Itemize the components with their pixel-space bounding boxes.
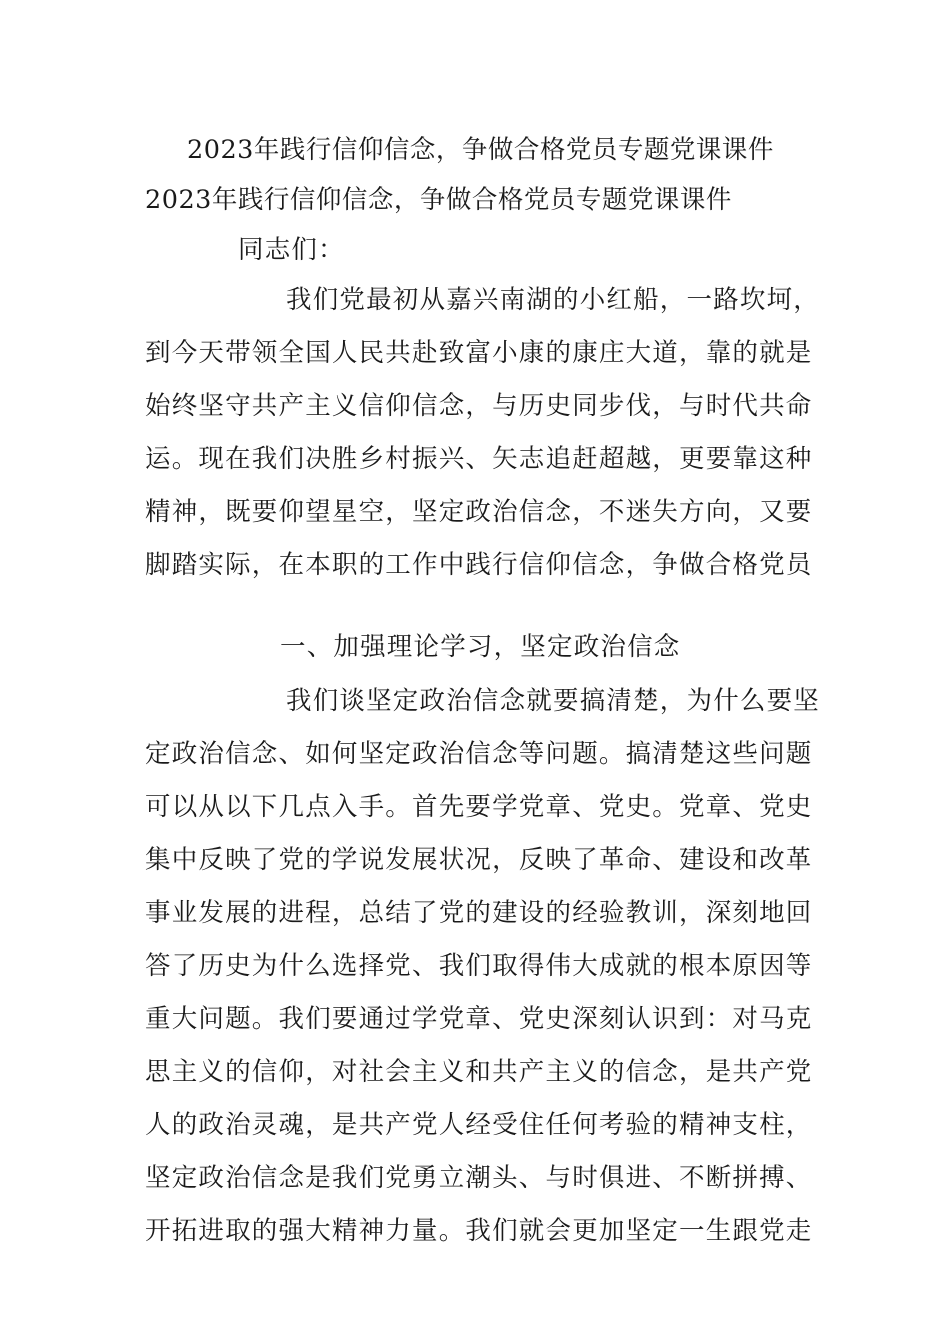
intro-line: 脚踏实际，在本职的工作中践行信仰信念，争做合格党员 xyxy=(145,550,813,580)
section-heading: 一、加强理论学习，坚定政治信念 xyxy=(280,632,681,662)
section-line: 思主义的信仰，对社会主义和共产主义的信念，是共产党 xyxy=(145,1057,813,1087)
intro-line: 精神，既要仰望星空，坚定政治信念，不迷失方向，又要 xyxy=(145,497,813,527)
section-line: 定政治信念、如何坚定政治信念等问题。搞清楚这些问题 xyxy=(145,739,813,769)
intro-line: 运。现在我们决胜乡村振兴、矢志追赶超越，更要靠这种 xyxy=(145,444,813,474)
section-line: 开拓进取的强大精神力量。我们就会更加坚定一生跟党走 xyxy=(145,1216,813,1246)
document-subtitle: 2023年践行信仰信念，争做合格党员专题党课课件 xyxy=(145,185,732,215)
section-line: 人的政治灵魂，是共产党人经受住任何考验的精神支柱， xyxy=(145,1110,813,1140)
intro-line: 始终坚守共产主义信仰信念，与历史同步伐，与时代共命 xyxy=(145,391,813,421)
intro-line: 到今天带领全国人民共赴致富小康的康庄大道，靠的就是 xyxy=(145,338,813,368)
section-line: 坚定政治信念是我们党勇立潮头、与时俱进、不断拼搏、 xyxy=(145,1163,813,1193)
salutation: 同志们： xyxy=(238,235,345,265)
intro-line: 我们党最初从嘉兴南湖的小红船，一路坎坷， xyxy=(286,285,821,315)
section-line: 事业发展的进程，总结了党的建设的经验教训，深刻地回 xyxy=(145,898,813,928)
section-line: 重大问题。我们要通过学党章、党史深刻认识到：对马克 xyxy=(145,1004,813,1034)
document-title: 2023年践行信仰信念，争做合格党员专题党课课件 xyxy=(187,135,774,165)
section-line: 我们谈坚定政治信念就要搞清楚，为什么要坚 xyxy=(286,686,821,716)
section-line: 可以从以下几点入手。首先要学党章、党史。党章、党史 xyxy=(145,792,813,822)
section-line: 答了历史为什么选择党、我们取得伟大成就的根本原因等 xyxy=(145,951,813,981)
section-line: 集中反映了党的学说发展状况，反映了革命、建设和改革 xyxy=(145,845,813,875)
